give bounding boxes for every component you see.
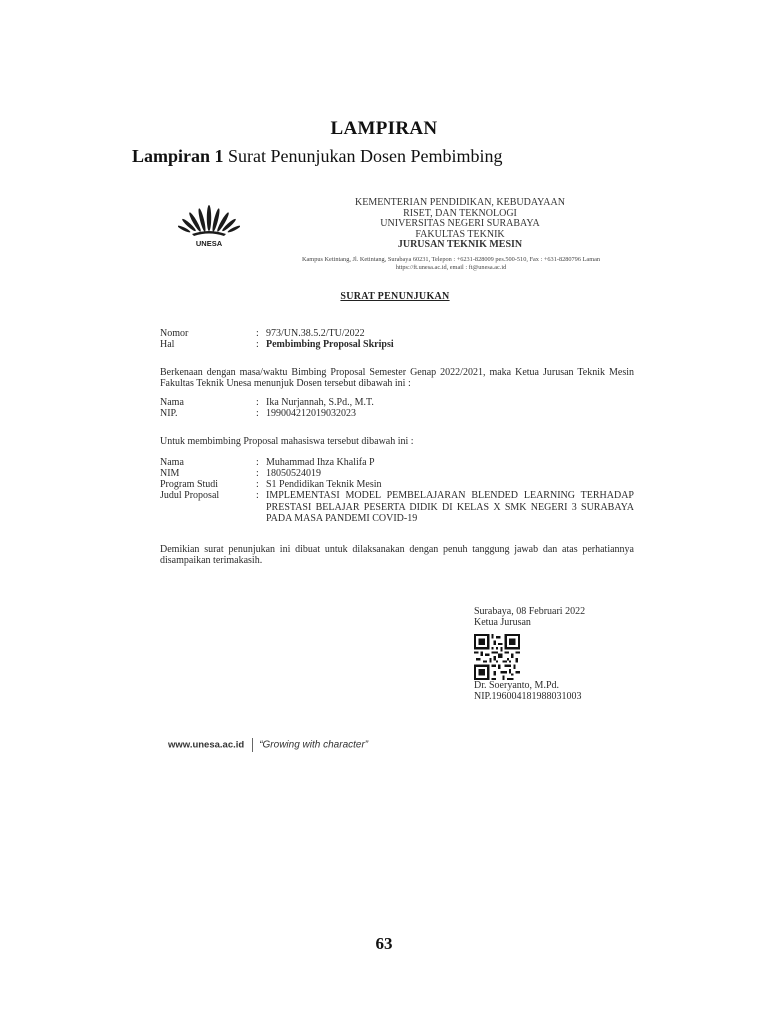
mhs-nim-value: 18050524019	[266, 468, 321, 479]
footer-tagline: “Growing with character”	[259, 739, 369, 751]
qr-code-icon	[474, 634, 520, 680]
unesa-logo	[178, 198, 240, 248]
dosen-nip-value: 199004212019032023	[266, 408, 356, 419]
dosen-nama-value: Ika Nurjannah, S.Pd., M.T.	[266, 397, 374, 408]
letterhead-faculty: FAKULTAS TEKNIK	[415, 228, 505, 240]
signature-block	[474, 606, 585, 702]
colon: :	[256, 339, 259, 350]
signature-nip: NIP.196004181988031003	[474, 691, 582, 702]
appendix-number: Lampiran 1	[132, 146, 224, 166]
signature-position: Ketua Jurusan	[474, 617, 531, 628]
signature-name: Dr. Soeryanto, M.Pd.	[474, 680, 559, 691]
address-line-1: Kampus Ketintang, Jl. Ketintang, Surabaya 60231, Telepon : +6231-828009 pes.500-510, Fax : +631-8280796 Laman	[301, 256, 601, 263]
letterhead-ministry: KEMENTERIAN PENDIDIKAN, KEBUDAYAAN	[355, 197, 565, 208]
mhs-judul-label: Judul Proposal	[160, 490, 220, 501]
appendix-caption: Surat Penunjukan Dosen Pembimbing	[223, 146, 503, 166]
student-intro: Untuk membimbing Proposal mahasiswa tersebut dibawah ini :	[160, 436, 414, 447]
logo-text: UNESA	[195, 239, 223, 248]
hal-value: Pembimbing Proposal Skripsi	[266, 339, 394, 350]
colon: :	[256, 328, 259, 339]
letterhead	[310, 198, 610, 251]
letterhead-address	[256, 256, 646, 272]
scanned-letter	[160, 190, 646, 770]
colon: :	[256, 397, 259, 408]
letterhead-ministry-cont: RISET, DAN TEKNOLOGI	[403, 207, 517, 219]
dosen-nama-label: Nama	[160, 397, 184, 408]
colon: :	[256, 408, 259, 419]
signature-place-date: Surabaya, 08 Februari 2022	[474, 606, 586, 617]
nomor-label: Nomor	[160, 328, 189, 339]
letterhead-department: JURUSAN TEKNIK MESIN	[397, 239, 523, 250]
mhs-nama-label: Nama	[160, 457, 184, 468]
mhs-nim-label: NIM	[160, 468, 180, 479]
closing-paragraph: Demikian surat penunjukan ini dibuat untuk dilaksanakan dengan penuh tanggung jawab dan atas perhatiannya disampaikan terimakasih.	[160, 544, 634, 566]
colon: :	[256, 457, 259, 468]
appendix-subtitle	[132, 146, 503, 167]
dosen-nip-label: NIP.	[160, 408, 178, 419]
mhs-prodi-value: S1 Pendidikan Teknik Mesin	[266, 479, 382, 490]
hal-label: Hal	[160, 339, 175, 350]
footer-website: www.unesa.ac.id	[168, 739, 245, 751]
colon: :	[256, 479, 259, 490]
intro-paragraph: Berkenaan dengan masa/waktu Bimbing Proposal Semester Genap 2022/2021, maka Ketua Jurusan Teknik Mesin Fakultas Teknik Unesa menunjuk Dosen tersebut dibawah ini :	[160, 367, 634, 389]
footer-divider	[252, 738, 253, 752]
letterhead-university: UNIVERSITAS NEGERI SURABAYA	[380, 218, 540, 229]
mhs-nama-value: Muhammad Ihza Khalifa P	[266, 457, 375, 468]
page-title: LAMPIRAN	[330, 118, 438, 139]
nomor-value: 973/UN.38.5.2/TU/2022	[266, 328, 365, 339]
mhs-prodi-label: Program Studi	[160, 479, 219, 490]
address-line-2: https://ft.unesa.ac.id, email : ft@unesa.ac.id	[395, 264, 507, 271]
colon: :	[256, 490, 259, 501]
page-number: 63	[375, 934, 393, 953]
letter-title: SURAT PENUNJUKAN	[340, 291, 450, 302]
mhs-judul-value: IMPLEMENTASI MODEL PEMBELAJARAN BLENDED LEARNING TERHADAP PRESTASI BELAJAR PESERTA DIDIK DI KELAS X SMK NEGERI 3 SURABAYA PADA MASA PANDEMI COVID-19	[266, 490, 634, 524]
colon: :	[256, 468, 259, 479]
letter-footer	[168, 738, 368, 752]
